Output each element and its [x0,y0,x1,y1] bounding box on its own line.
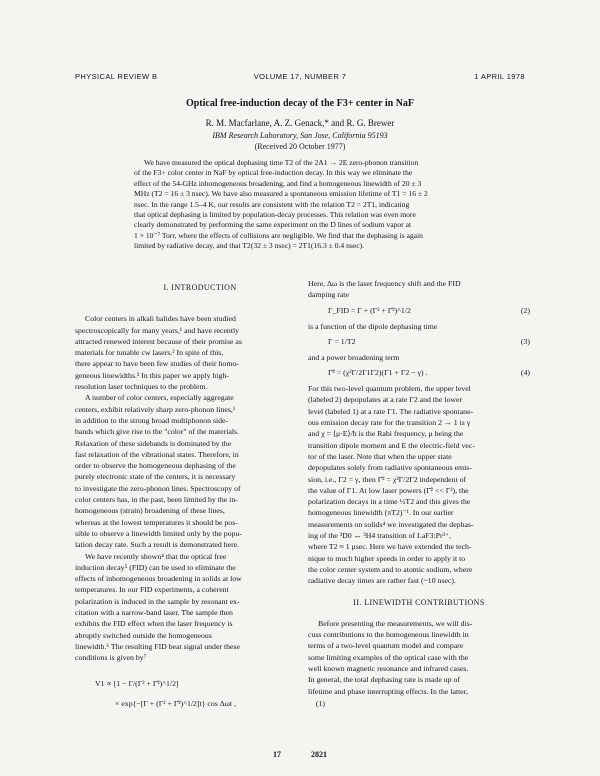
text-line: transition dipole moment and E the electric-field vec- [308,440,475,450]
affiliation: IBM Research Laboratory, San Jose, California 95193 [212,131,388,140]
text-line: lifetime and phase interrupting effects. In the latter, [308,686,468,696]
equation-number: (3) [520,336,530,346]
text-line: bands which give rise to the "color" of the materials. [75,427,239,437]
equation-expression: Γ = 1/T2 [328,336,356,346]
equation-number: (1) [315,698,325,708]
text-line: color centers has, in the past, been limited by the in- [75,495,238,505]
equation-number: (4) [520,368,530,378]
text-line: polarization decays in a time ½T2 and this gives the [308,497,471,507]
text-line: terms of a two-level quantum model and compare [308,641,464,651]
text-line: in addition to the strong broad multiphonon side- [75,415,229,425]
page-number: 2821 [311,750,327,759]
text-line: measurements on solids⁴ we investigated the dephas- [308,519,474,529]
text-line: there appear to have been few studies of their homo- [75,359,239,369]
text-line: is a function of the dipole dephasing time [308,321,438,331]
paragraph [308,618,530,697]
text-line: Color centers in alkali halides have been studied [85,314,236,324]
text-line: MHz (T2 = 16 ± 3 nsec). We have also measured a spontaneous emission lifetime of T1 = 16 ± 2 [134,189,428,199]
text-line: conditions is given by⁷ [75,653,147,663]
text-line: whereas at the lowest temperatures it should be pos- [75,517,238,527]
text-line: abruptly switched outside the homogeneous [75,630,212,640]
text-line: Before presenting the measurements, we will dis- [318,618,473,628]
text-line: Here, Δω is the laser frequency shift and the FID [308,279,461,288]
text-line: We have recently shown⁴ that the optical free [85,551,227,561]
text-line: geneous linewidths.³ In this paper we apply high- [75,370,229,380]
text-line: homogeneous (strain) broadening of these lines, [75,506,225,516]
paragraph [75,313,325,392]
section-heading-linewidth: II. LINEWIDTH CONTRIBUTIONS [353,597,485,607]
equation-expression: Γ_FID = Γ + (Γ² + Γ̂²)^1/2 [328,305,411,315]
text-line: effects of inhomogeneous broadening in solids at low [75,574,242,584]
text-line: In general, the total dephasing rate is made up of [308,675,460,685]
paragraph [75,392,325,550]
volume-number: VOLUME 17, NUMBER 7 [253,72,347,81]
text-line: nique to much higher speeds in order to apply it to [308,553,466,563]
text-line: of the F3+ color center in NaF by optical free-induction decay. In this way we eliminate the [134,168,413,178]
text-line: well known magnetic resonance and infrared cases. [308,664,469,674]
equation-3 [308,332,530,352]
text-line: and χ = ⟨μ·E⟩/ħ is the Rabi frequency, μ being the [308,429,464,439]
text-line: limited by radiative decay, and that T2(32 ± 3 nsec) = 2T1(16.3 ± 0.4 nsec). [134,241,365,251]
text-line: nsec. In the range 1.5–4 K, our results are consistent with the relation T2 = 2T1, indicating [134,199,410,209]
author-list: R. M. Macfarlane, A. Z. Genack,* and R. G. Brewer [205,118,395,128]
text-line: and a power broadening term [308,352,400,362]
paragraph [308,383,530,586]
text-line: tor of the laser. Note that when the upper state [308,451,452,461]
text-line: order to observe the homogeneous dephasing of the [75,461,236,471]
text-line: purely electronic state of the centers, it is necessary [75,472,236,482]
text-line: some limiting examples of the optical case with the [308,652,469,662]
text-line: that optical dephasing is limited by population-decay processes. This relation was even more [134,210,416,220]
text-line: For this two-level quantum problem, the upper level [308,384,471,394]
text-line: ous emission decay rate for the transition 2 → 1 is γ [308,418,471,428]
received-date: (Received 20 October 1977) [254,142,346,151]
paragraph [75,551,325,664]
text-line: 1 × 10⁻⁷ Torr, where the effects of collisions are negligible. We find that the dephasing is again [134,230,423,240]
volume-marker: 17 [273,750,281,759]
text-line: radiative decay times are rather fast (~10 nsec). [308,576,456,586]
text-line: clearly demonstrated by performing the same experiment on the D lines of sodium vapor at [134,220,412,230]
text-line: lation decay rate. Such a result is demonstrated here. [75,540,240,550]
equation-expression: V1 ∝ [1 − Γ/(Γ² + Γ̂²)^1/2] [95,678,179,688]
equation-1 [75,674,325,694]
equation-number: (2) [520,305,530,315]
text-line: Relaxation of these sidebands is dominated by the [75,438,232,448]
text-line: spectroscopically for many years,¹ and have recently [75,325,240,335]
text-line: damping rate [308,290,349,300]
text-line: polarization is induced in the sample by resonant ex- [75,596,240,606]
text-line: temperatures. In our FID experiments, a coherent [75,585,229,595]
text-line: where T2 ≈ 1 μsec. Here we have extended the tech- [308,542,472,552]
left-column [75,282,325,714]
text-line: induction decay⁵ (FID) can be used to eliminate the [75,562,236,572]
paragraph [308,278,530,301]
equation-expression: × exp{−[Γ + (Γ² + Γ̂²)^1/2]t} cos Δωt , [115,698,236,708]
text-line: cuss contributions to the homogeneous linewidth in [308,630,469,640]
paper-title: Optical free-induction decay of the F3+ center in NaF [185,98,415,109]
section-heading-introduction: I. INTRODUCTION [163,283,237,292]
text-line: exhibits the FID effect when the laser frequency is [75,619,233,629]
equation-expression: Γ̂² = (χ²Γ/2Γ1Γ2)(Γ1 + Γ2 − γ) . [328,368,428,378]
text-line: ing of the ³D0 ↔ ³H4 transition of LaF3:Pr³⁺, [308,531,452,541]
text-line: the value of Γ1. At low laser powers (Γ̂² << Γ²), the [308,485,469,495]
text-line: attracted renewed interest because of their promise as [75,336,242,346]
text-line: (labeled 2) depopulates at a rate Γ2 and the lower [308,395,463,405]
text-line: sible to observe a linewidth limited only by the popu- [75,528,242,538]
text-line: sion, i.e., Γ2 = γ, then Γ̂² = χ²Γ/2Γ2 independent of [308,474,467,484]
text-line: level (labeled 1) at a rate Γ1. The radiative spontane- [308,406,474,416]
right-column [308,278,530,697]
text-line: citation with a narrow-band laser. The sample then [75,608,233,618]
text-line: resolution laser techniques to the problem. [75,382,208,392]
text-line: to investigate the zero-phonon lines. Spectroscopy of [75,483,241,493]
abstract [134,158,466,252]
text-line: We have measured the optical dephasing time T2 of the 2A1 → 2E zero-phonon transition [144,158,419,167]
text-line: effect of the 54-GHz inhomogeneous broadening, and find a homogeneous linewidth of 20 ± 3 [134,178,422,188]
equation-1-continued [75,694,325,714]
text-line: materials for tunable cw lasers.² In spite of this, [75,348,224,358]
page-footer [0,750,600,759]
text-line: homogeneous linewidth (πT2)⁻¹. In our earlier [308,508,454,518]
journal-name: PHYSICAL REVIEW B [75,72,158,81]
text-line: linewidth.⁶ The resulting FID beat signal under these [75,641,240,651]
issue-date: 1 APRIL 1978 [474,72,525,81]
text-line: centers, exhibit relatively sharp zero-phonon lines,¹ [75,404,236,414]
text-line: fast relaxation of the vibrational states. Therefore, in [75,449,239,459]
text-line: A number of color centers, especially aggregate [85,393,234,403]
text-line: depopulates solely from radiative spontaneous emis- [308,463,472,473]
equation-2 [308,301,530,321]
text-line: the color center system and to atomic sodium, where [308,564,473,574]
equation-4 [308,363,530,383]
